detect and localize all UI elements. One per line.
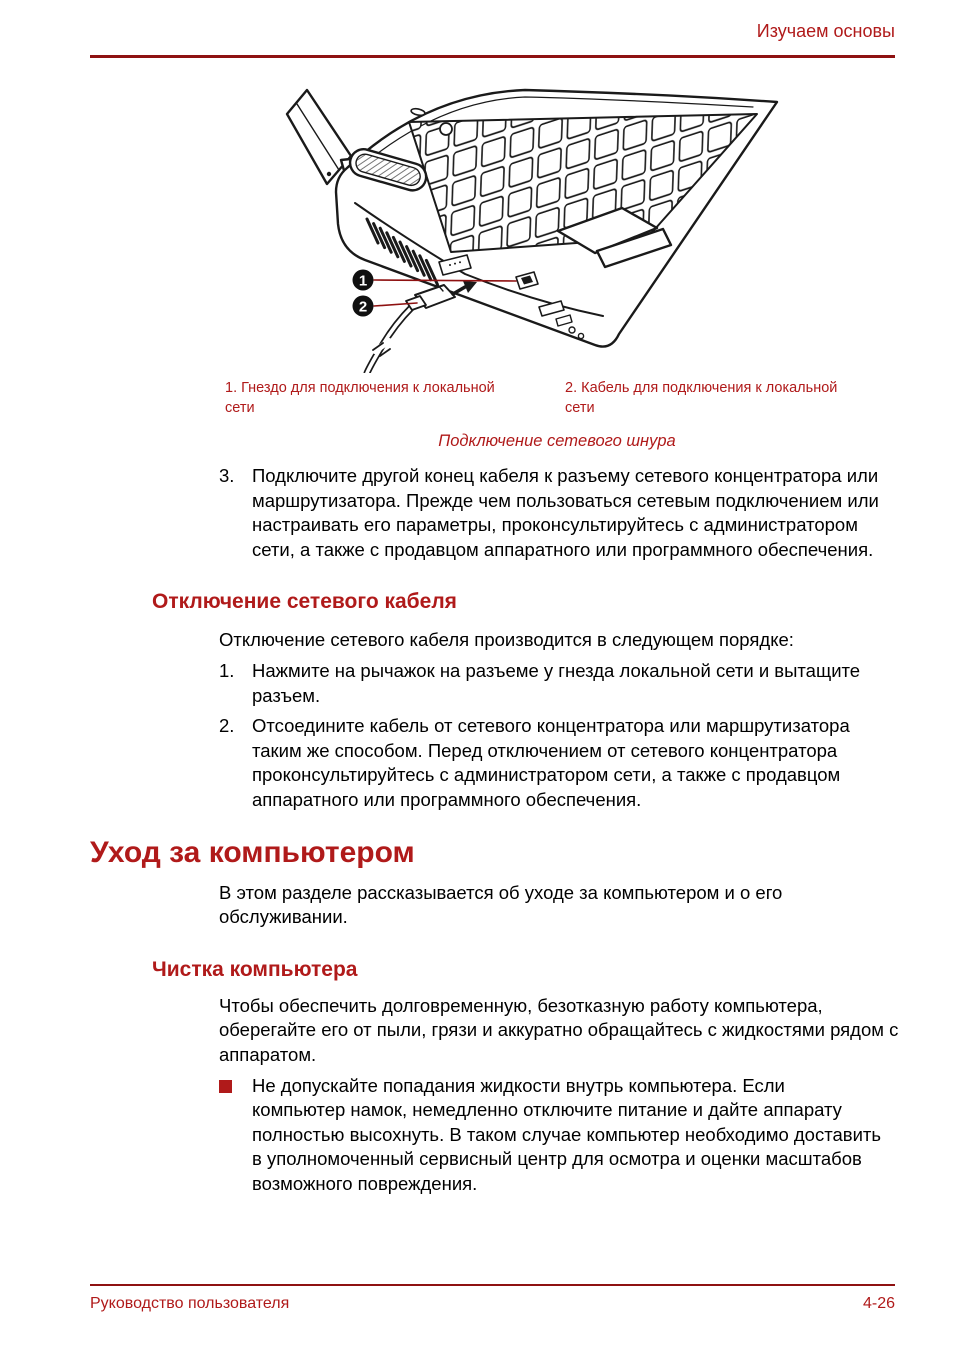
paragraph: В этом разделе рассказывается об уходе за компьютером и о его обслуживании. — [219, 881, 783, 928]
chapter-heading-care: Уход за компьютером — [90, 835, 415, 869]
figure-caption: Подключение сетевого шнура — [438, 432, 676, 450]
legend-item-2: 2. Кабель для подключения к локальной сети — [565, 380, 838, 416]
square-bullet-icon — [219, 1080, 232, 1093]
footer-document-title: Руководство пользователя — [90, 1295, 290, 1312]
bullet-text: Не допускайте попадания жидкости внутрь компьютера. Если компьютер намок, немедленно отключите питание и дайте аппарату полностью высохнуть. В таком случае компьютер необходимо доставить в уполномоченный сервисный центр для осмотра и оценки масштабов возможного повреждения. — [252, 1074, 882, 1194]
figure-legend — [225, 378, 895, 418]
section-heading-cleaning: Чистка компьютера — [152, 957, 358, 981]
list-number: 2. — [219, 715, 235, 737]
footer-rule — [90, 1284, 895, 1286]
list-item — [219, 714, 895, 812]
callout-1-leader — [374, 280, 516, 281]
list-text: Нажмите на рычажок на разъеме у гнезда локальной сети и вытащите разъем. — [252, 659, 861, 706]
hinge-screw-dot — [327, 172, 331, 176]
indicator-oval — [411, 108, 426, 117]
legend-item-1: 1. Гнездо для подключения к локальной сети — [225, 380, 495, 416]
laptop-lan-illustration — [285, 88, 785, 373]
section-heading-disconnect: Отключение сетевого кабеля — [152, 590, 457, 614]
paragraph: Отключение сетевого кабеля производится в следующем порядке: — [219, 629, 794, 651]
audio-jack — [569, 327, 575, 333]
list-number: 3. — [219, 465, 235, 486]
callout-2-number: 2 — [358, 298, 368, 316]
callout-1-number: 1 — [358, 272, 368, 290]
bullet-item — [219, 1074, 895, 1197]
paragraph: Чтобы обеспечить долговременную, безотказную работу компьютера, оберегайте его от пыли, грязи и аккуратно обращайтесь с жидкостями рядом с аппаратом. — [219, 994, 899, 1065]
list-text: Отсоедините кабель от сетевого концентратора или маршрутизатора таким же способом. Перед отключением от сетевого концентратора проконсультируйтесь с администратором сети, а также с продавцом аппаратного или программного обеспечения. — [252, 715, 850, 810]
running-header: Изучаем основы — [756, 21, 895, 41]
list-text: Подключите другой конец кабеля к разъему сетевого концентратора или маршрутизатора. Прежде чем пользоваться сетевым подключением или настраивать его параметры, проконсультируйтесь с администратором сети, а также с продавцом аппаратного или программного обеспечения. — [252, 465, 879, 560]
list-item — [219, 659, 895, 708]
list-number: 1. — [219, 659, 235, 681]
header-rule — [90, 55, 895, 58]
laptop-lan-figure-svg — [285, 88, 785, 373]
footer-page-number: 4-26 — [862, 1295, 895, 1312]
audio-jack — [578, 333, 583, 338]
power-button — [440, 123, 452, 135]
page-footer — [90, 1284, 895, 1313]
list-item — [219, 464, 895, 562]
